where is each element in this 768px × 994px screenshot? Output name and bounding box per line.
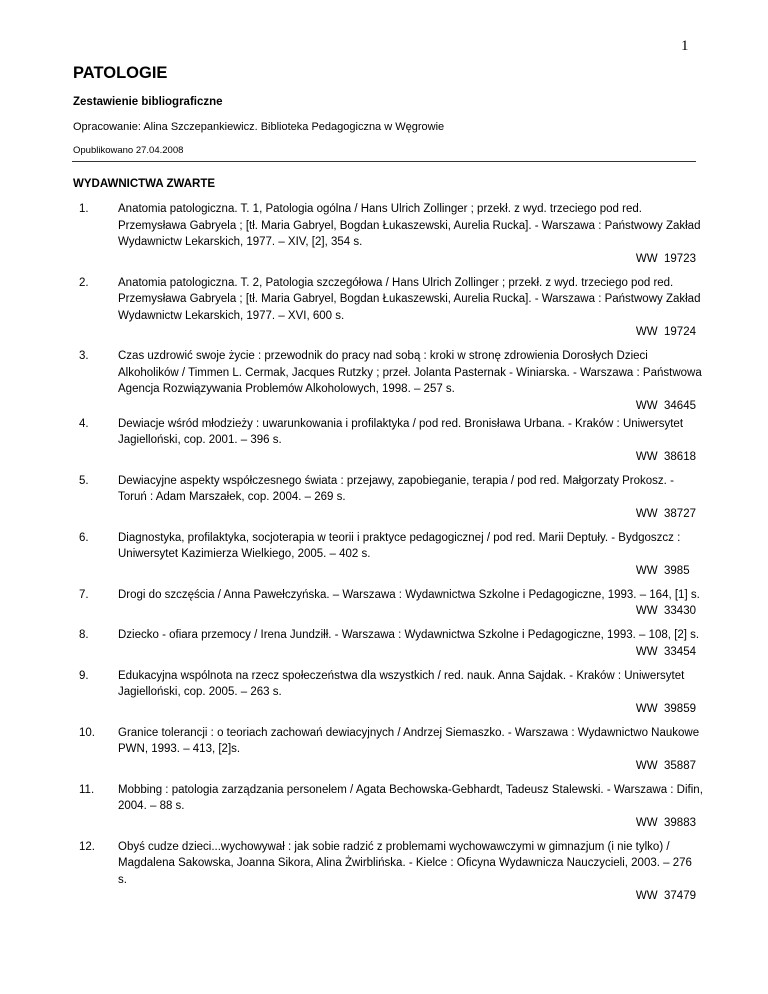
bibliography-list bbox=[0, 201, 768, 912]
entry-call-number: WW 38727 bbox=[635, 507, 696, 520]
entry-number: 2. bbox=[79, 276, 89, 289]
entry-call-number: WW 38618 bbox=[635, 450, 696, 463]
entry-citation: Anatomia patologiczna. T. 1, Patologia ogólna / Hans Ulrich Zollinger ; przekł. z wyd. trzeciego pod red. Przemysława Gabryela ; [tł. Maria Gabryel, Bogdan Łukaszewski, Aurelia Rucka]. - Warszawa : Państwowy Zakład Wydawnictw Lekarskich, 1977. – XIV, [2], 354 s. bbox=[118, 203, 701, 248]
bibliography-entry bbox=[0, 201, 768, 275]
entry-number: 8. bbox=[79, 629, 89, 641]
entry-number: 4. bbox=[79, 417, 89, 430]
section-heading: WYDAWNICTWA ZWARTE bbox=[73, 178, 216, 190]
entry-call-number: WW 39883 bbox=[635, 816, 696, 829]
entry-call-number: WW 3985 bbox=[635, 564, 696, 577]
bibliography-entry bbox=[0, 530, 768, 587]
bibliography-entry bbox=[0, 473, 768, 530]
entry-number: 3. bbox=[79, 350, 89, 362]
prepared-by: Opracowanie: Alina Szczepankiewicz. Biblioteka Pedagogiczna w Węgrowie bbox=[73, 121, 445, 133]
bibliography-entry bbox=[0, 587, 768, 628]
entry-citation: Czas uzdrowić swoje życie : przewodnik do pracy nad sobą : kroki w stronę zdrowienia Dorosłych Dzieci Alkoholików / Timmen L. Cermak, Jacques Rutzky ; przeł. Jolanta Pasternak - Winiarska. - Warszawa : Państwowa Agencja Rozwiązywania Problemów Alkoholowych, 1998. – 257 s. bbox=[118, 350, 702, 395]
entry-call-number: WW 19724 bbox=[635, 326, 696, 338]
document-subtitle: Zestawienie bibliograficzne bbox=[73, 96, 223, 108]
document-title: PATOLOGIE bbox=[73, 64, 168, 82]
entry-number: 5. bbox=[79, 474, 89, 487]
entry-citation: Granice tolerancji : o teoriach zachowań dewiacyjnych / Andrzej Siemaszko. - Warszawa : Wydawnictwo Naukowe PWN, 1993. – 413, [2]s. bbox=[118, 726, 700, 755]
entry-citation: Edukacyjna wspólnota na rzecz społeczeństwa dla wszystkich / red. nauk. Anna Sajdak. - Kraków : Uniwersytet Jagielloński, cop. 2005. – 263 s. bbox=[118, 669, 685, 698]
bibliography-entry bbox=[0, 668, 768, 725]
entry-citation: Diagnostyka, profilaktyka, socjoterapia w teorii i praktyce pedagogicznej / pod red. Marii Deptuły. - Bydgoszcz : Uniwersytet Kazimierza Wielkiego, 2005. – 402 s. bbox=[118, 531, 681, 560]
entry-citation: Obyś cudze dzieci...wychowywał : jak sobie radzić z problemami wychowawczymi w gimnazjum (i nie tylko) / Magdalena Sakowska, Joanna Sikora, Alina Żwirblińska. - Kielce : Oficyna Wydawnicza Nauczycieli, 2003. – 276 s. bbox=[118, 840, 692, 886]
bibliography-entry bbox=[0, 416, 768, 473]
bibliography-entry bbox=[0, 275, 768, 349]
entry-call-number: WW 33430 bbox=[635, 605, 696, 617]
entry-call-number: WW 35887 bbox=[635, 759, 696, 772]
bibliography-entry bbox=[0, 627, 768, 668]
entry-citation: Dewiacyjne aspekty współczesnego świata : przejawy, zapobieganie, terapia / pod red. Małgorzaty Prokosz. - Toruń : Adam Marszałek, cop. 2004. – 269 s. bbox=[118, 474, 674, 503]
published-date: Opublikowano 27.04.2008 bbox=[73, 145, 184, 156]
entry-citation: Mobbing : patologia zarządzania personelem / Agata Bechowska-Gebhardt, Tadeusz Stalewski. - Warszawa : Difin, 2004. – 88 s. bbox=[118, 783, 703, 812]
entry-citation: Dewiacje wśród młodzieży : uwarunkowania i profilaktyka / pod red. Bronisława Urbana. - Kraków : Uniwersytet Jagielloński, cop. 2001. – 396 s. bbox=[118, 417, 684, 446]
bibliography-entry bbox=[0, 725, 768, 782]
entry-number: 9. bbox=[79, 669, 89, 682]
entry-call-number: WW 39859 bbox=[635, 702, 696, 715]
entry-number: 1. bbox=[79, 203, 89, 215]
bibliography-entry bbox=[0, 839, 768, 913]
entry-number: 7. bbox=[79, 588, 89, 601]
bibliography-entry bbox=[0, 782, 768, 839]
entry-citation: Anatomia patologiczna. T. 2, Patologia szczegółowa / Hans Ulrich Zollinger ; przekł. z wyd. trzeciego pod red. Przemysława Gabryela ; [tł. Maria Gabryel, Bogdan Łukaszewski, Aurelia Rucka]. - Warszawa : Państwowy Zakład Wydawnictw Lekarskich, 1977. – XVI, 600 s. bbox=[118, 276, 701, 322]
entry-call-number: WW 37479 bbox=[635, 890, 696, 902]
entry-number: 6. bbox=[79, 531, 89, 544]
entry-call-number: WW 19723 bbox=[635, 252, 696, 265]
entry-number: 12. bbox=[79, 840, 95, 853]
entry-number: 11. bbox=[79, 783, 95, 796]
entry-call-number: WW 33454 bbox=[635, 645, 696, 658]
bibliography-entry bbox=[0, 348, 768, 416]
entry-citation: Drogi do szczęścia / Anna Pawełczyńska. – Warszawa : Wydawnictwa Szkolne i Pedagogiczne, 1993. – 164, [1] s. bbox=[118, 588, 700, 601]
entry-number: 10. bbox=[79, 726, 95, 739]
page-number: 1 bbox=[681, 38, 689, 54]
entry-citation: Dziecko - ofiara przemocy / Irena Jundziłł. - Warszawa : Wydawnictwa Szkolne i Pedagogiczne, 1993. – 108, [2] s. bbox=[118, 629, 700, 641]
header-divider bbox=[72, 161, 696, 162]
entry-call-number: WW 34645 bbox=[635, 399, 696, 412]
